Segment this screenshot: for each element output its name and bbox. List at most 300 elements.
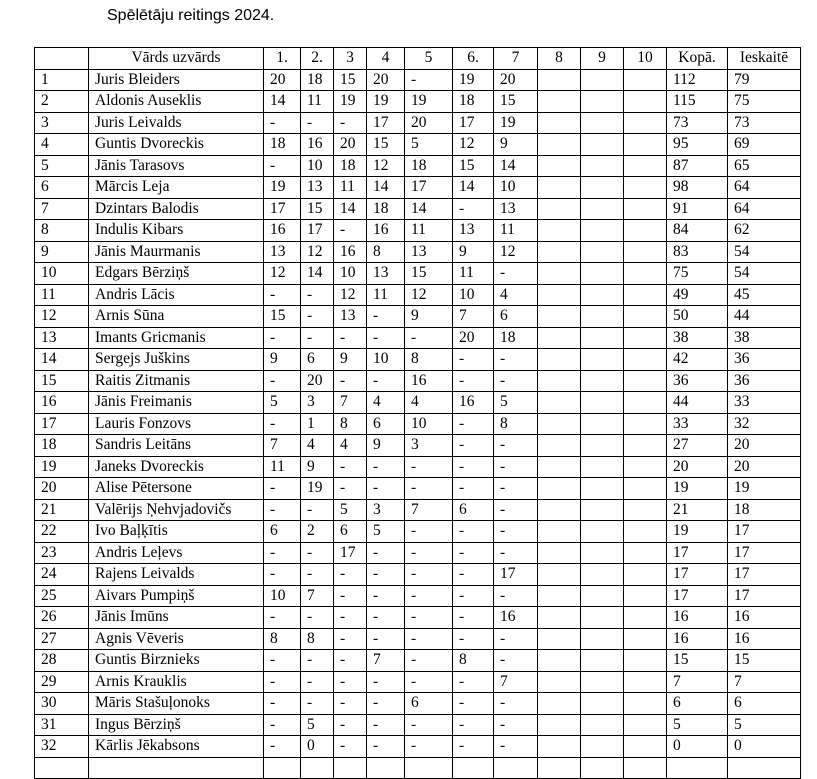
score-cell xyxy=(581,370,624,392)
score-cell xyxy=(538,499,581,521)
score-cell: 5 xyxy=(728,714,801,736)
score-cell: - xyxy=(301,564,334,586)
score-cell: 10 xyxy=(494,177,538,199)
score-cell xyxy=(405,757,453,779)
player-name-cell: Guntis Birznieks xyxy=(89,650,264,672)
score-cell: - xyxy=(264,607,301,629)
score-cell: 7 xyxy=(453,306,494,328)
score-cell: 4 xyxy=(367,392,405,414)
rank-cell: 26 xyxy=(35,607,89,629)
score-cell: 18 xyxy=(405,155,453,177)
score-cell: - xyxy=(301,607,334,629)
score-cell: - xyxy=(367,327,405,349)
score-cell xyxy=(334,757,367,779)
score-cell: - xyxy=(334,112,367,134)
score-cell: 18 xyxy=(301,69,334,91)
score-cell: 7 xyxy=(367,650,405,672)
table-row xyxy=(35,91,801,113)
table-row xyxy=(35,327,801,349)
score-cell: - xyxy=(264,478,301,500)
score-cell: - xyxy=(494,628,538,650)
score-cell xyxy=(624,134,667,156)
score-cell: 14 xyxy=(264,91,301,113)
score-cell: 3 xyxy=(367,499,405,521)
player-name-cell: Raitis Zitmanis xyxy=(89,370,264,392)
table-row xyxy=(35,757,801,779)
score-cell xyxy=(581,69,624,91)
score-cell: 27 xyxy=(667,435,728,457)
score-cell: - xyxy=(405,69,453,91)
score-cell xyxy=(624,413,667,435)
score-cell: - xyxy=(453,435,494,457)
score-cell xyxy=(538,757,581,779)
score-cell: 75 xyxy=(728,91,801,113)
score-cell: 17 xyxy=(667,564,728,586)
score-cell xyxy=(538,327,581,349)
score-cell: 20 xyxy=(728,435,801,457)
score-cell xyxy=(538,392,581,414)
score-cell: 42 xyxy=(667,349,728,371)
score-cell xyxy=(538,241,581,263)
rank-cell: 19 xyxy=(35,456,89,478)
rank-cell: 32 xyxy=(35,736,89,758)
column-header: 1. xyxy=(264,48,301,70)
score-cell: 87 xyxy=(667,155,728,177)
score-cell: 11 xyxy=(334,177,367,199)
score-cell: 7 xyxy=(494,671,538,693)
score-cell xyxy=(494,757,538,779)
score-cell xyxy=(624,284,667,306)
score-cell: 13 xyxy=(367,263,405,285)
score-cell: 14 xyxy=(453,177,494,199)
score-cell: 9 xyxy=(405,306,453,328)
score-cell: 15 xyxy=(405,263,453,285)
score-cell xyxy=(581,284,624,306)
score-cell: 16 xyxy=(453,392,494,414)
score-cell: 19 xyxy=(367,91,405,113)
score-cell xyxy=(538,69,581,91)
score-cell xyxy=(624,757,667,779)
score-cell: 64 xyxy=(728,177,801,199)
score-cell xyxy=(581,91,624,113)
score-cell: 11 xyxy=(453,263,494,285)
score-cell: - xyxy=(264,284,301,306)
score-cell: 15 xyxy=(667,650,728,672)
score-cell: - xyxy=(301,306,334,328)
score-cell xyxy=(538,456,581,478)
score-cell xyxy=(581,134,624,156)
rank-cell: 27 xyxy=(35,628,89,650)
player-name-cell: Rajens Leivalds xyxy=(89,564,264,586)
rank-cell: 25 xyxy=(35,585,89,607)
score-cell: - xyxy=(405,564,453,586)
score-cell: 91 xyxy=(667,198,728,220)
page-title: Spēlētāju reitings 2024. xyxy=(107,7,275,24)
score-cell xyxy=(581,607,624,629)
score-cell: 14 xyxy=(301,263,334,285)
score-cell: 20 xyxy=(494,69,538,91)
score-cell: 20 xyxy=(405,112,453,134)
rank-cell: 7 xyxy=(35,198,89,220)
rank-cell: 21 xyxy=(35,499,89,521)
score-cell: 19 xyxy=(301,478,334,500)
score-cell: - xyxy=(334,327,367,349)
score-cell: 36 xyxy=(728,370,801,392)
score-cell: 15 xyxy=(494,91,538,113)
score-cell: - xyxy=(264,564,301,586)
column-header: 7 xyxy=(494,48,538,70)
score-cell: 7 xyxy=(334,392,367,414)
score-cell: 7 xyxy=(728,671,801,693)
score-cell: - xyxy=(264,499,301,521)
score-cell: 112 xyxy=(667,69,728,91)
table-row xyxy=(35,435,801,457)
score-cell xyxy=(538,585,581,607)
score-cell: - xyxy=(367,671,405,693)
score-cell xyxy=(581,327,624,349)
score-cell: - xyxy=(301,284,334,306)
score-cell xyxy=(624,112,667,134)
score-cell: 8 xyxy=(453,650,494,672)
score-cell xyxy=(581,263,624,285)
score-cell xyxy=(538,198,581,220)
score-cell: - xyxy=(264,693,301,715)
score-cell: 6 xyxy=(301,349,334,371)
player-name-cell: Sandris Leitāns xyxy=(89,435,264,457)
player-name-cell: Jānis Freimanis xyxy=(89,392,264,414)
score-cell: 17 xyxy=(728,585,801,607)
table-row xyxy=(35,155,801,177)
rank-cell: 24 xyxy=(35,564,89,586)
score-cell xyxy=(581,542,624,564)
score-cell: - xyxy=(405,585,453,607)
score-cell: 19 xyxy=(667,478,728,500)
score-cell xyxy=(581,757,624,779)
score-cell: - xyxy=(334,736,367,758)
rank-cell: 14 xyxy=(35,349,89,371)
player-name-cell: Dzintars Balodis xyxy=(89,198,264,220)
player-name-cell: Jānis Imūns xyxy=(89,607,264,629)
score-cell xyxy=(538,607,581,629)
score-cell: 3 xyxy=(301,392,334,414)
score-cell: 16 xyxy=(494,607,538,629)
table-row xyxy=(35,542,801,564)
score-cell xyxy=(538,628,581,650)
score-cell xyxy=(624,370,667,392)
score-cell: 6 xyxy=(728,693,801,715)
score-cell xyxy=(581,478,624,500)
column-header: Kopā. xyxy=(667,48,728,70)
score-cell: 13 xyxy=(453,220,494,242)
score-cell: 12 xyxy=(367,155,405,177)
score-cell xyxy=(624,155,667,177)
table-row xyxy=(35,736,801,758)
score-cell: - xyxy=(301,542,334,564)
score-cell: 5 xyxy=(264,392,301,414)
score-cell: 36 xyxy=(728,349,801,371)
score-cell: - xyxy=(334,628,367,650)
score-cell: 7 xyxy=(301,585,334,607)
score-cell: 95 xyxy=(667,134,728,156)
score-cell: 15 xyxy=(334,69,367,91)
score-cell: 73 xyxy=(667,112,728,134)
score-cell: - xyxy=(405,456,453,478)
score-cell: 15 xyxy=(728,650,801,672)
score-cell xyxy=(624,306,667,328)
column-header xyxy=(35,48,89,70)
score-cell: 4 xyxy=(494,284,538,306)
score-cell: 84 xyxy=(667,220,728,242)
score-cell: - xyxy=(494,478,538,500)
score-cell: - xyxy=(453,607,494,629)
player-name-cell: Juris Leivalds xyxy=(89,112,264,134)
score-cell: 17 xyxy=(728,521,801,543)
score-cell: - xyxy=(453,198,494,220)
score-cell: - xyxy=(405,542,453,564)
score-cell: 6 xyxy=(264,521,301,543)
score-cell: - xyxy=(301,327,334,349)
rank-cell: 15 xyxy=(35,370,89,392)
score-cell xyxy=(581,198,624,220)
score-cell xyxy=(538,177,581,199)
score-cell xyxy=(538,263,581,285)
score-cell: 12 xyxy=(301,241,334,263)
score-cell: 12 xyxy=(334,284,367,306)
score-cell: 5 xyxy=(334,499,367,521)
table-row xyxy=(35,607,801,629)
score-cell: 9 xyxy=(494,134,538,156)
score-cell xyxy=(624,650,667,672)
score-cell: 16 xyxy=(334,241,367,263)
score-cell: 14 xyxy=(405,198,453,220)
score-cell xyxy=(624,198,667,220)
score-cell xyxy=(624,177,667,199)
score-cell xyxy=(538,413,581,435)
score-cell: 7 xyxy=(264,435,301,457)
score-cell: 17 xyxy=(494,564,538,586)
score-cell: - xyxy=(494,714,538,736)
score-cell: 17 xyxy=(667,542,728,564)
score-cell xyxy=(624,607,667,629)
score-cell xyxy=(581,693,624,715)
score-cell: 62 xyxy=(728,220,801,242)
table-row xyxy=(35,499,801,521)
score-cell: 13 xyxy=(264,241,301,263)
score-cell: 19 xyxy=(494,112,538,134)
score-cell: 65 xyxy=(728,155,801,177)
score-cell xyxy=(538,521,581,543)
score-cell xyxy=(538,112,581,134)
ratings-table xyxy=(34,47,801,779)
score-cell: 32 xyxy=(728,413,801,435)
score-cell: - xyxy=(494,585,538,607)
player-name-cell: Valērijs Ņehvjadovičs xyxy=(89,499,264,521)
score-cell: - xyxy=(494,263,538,285)
score-cell xyxy=(581,413,624,435)
score-cell: 4 xyxy=(405,392,453,414)
score-cell: - xyxy=(264,112,301,134)
player-name-cell: Kārlis Jēkabsons xyxy=(89,736,264,758)
rank-cell: 28 xyxy=(35,650,89,672)
score-cell: - xyxy=(334,478,367,500)
score-cell: 11 xyxy=(301,91,334,113)
score-cell xyxy=(581,392,624,414)
score-cell: 18 xyxy=(453,91,494,113)
player-name-cell: Mārcis Leja xyxy=(89,177,264,199)
player-name-cell: Juris Bleiders xyxy=(89,69,264,91)
score-cell: - xyxy=(494,499,538,521)
score-cell xyxy=(624,263,667,285)
table-row xyxy=(35,564,801,586)
score-cell: - xyxy=(453,413,494,435)
score-cell xyxy=(728,757,801,779)
score-cell: 6 xyxy=(667,693,728,715)
score-cell xyxy=(538,650,581,672)
score-cell: 18 xyxy=(728,499,801,521)
score-cell xyxy=(581,671,624,693)
score-cell: - xyxy=(405,607,453,629)
score-cell: 17 xyxy=(264,198,301,220)
player-name-cell: Ingus Bērziņš xyxy=(89,714,264,736)
score-cell xyxy=(538,349,581,371)
score-cell: - xyxy=(334,607,367,629)
score-cell: 38 xyxy=(728,327,801,349)
score-cell xyxy=(581,177,624,199)
table-row xyxy=(35,284,801,306)
score-cell xyxy=(538,714,581,736)
rank-cell: 29 xyxy=(35,671,89,693)
score-cell: - xyxy=(494,435,538,457)
score-cell: - xyxy=(367,714,405,736)
score-cell xyxy=(667,757,728,779)
score-cell: 20 xyxy=(728,456,801,478)
score-cell: - xyxy=(453,714,494,736)
score-cell: - xyxy=(264,736,301,758)
column-header: 2. xyxy=(301,48,334,70)
player-name-cell: Aldonis Auseklis xyxy=(89,91,264,113)
column-header: Vārds uzvārds xyxy=(89,48,264,70)
score-cell: 14 xyxy=(494,155,538,177)
table-row xyxy=(35,306,801,328)
score-cell xyxy=(264,757,301,779)
score-cell: 13 xyxy=(334,306,367,328)
score-cell: - xyxy=(334,370,367,392)
score-cell: 11 xyxy=(405,220,453,242)
score-cell xyxy=(581,585,624,607)
score-cell: - xyxy=(367,736,405,758)
score-cell xyxy=(581,650,624,672)
table-row xyxy=(35,650,801,672)
rank-cell: 1 xyxy=(35,69,89,91)
table-row xyxy=(35,521,801,543)
table-row xyxy=(35,349,801,371)
rank-cell: 31 xyxy=(35,714,89,736)
player-name-cell: Andris Lācis xyxy=(89,284,264,306)
score-cell xyxy=(624,542,667,564)
score-cell: - xyxy=(264,650,301,672)
score-cell: 38 xyxy=(667,327,728,349)
table-row xyxy=(35,241,801,263)
score-cell: 16 xyxy=(405,370,453,392)
rank-cell: 16 xyxy=(35,392,89,414)
player-name-cell: Guntis Dvoreckis xyxy=(89,134,264,156)
score-cell: 19 xyxy=(405,91,453,113)
score-cell: 8 xyxy=(334,413,367,435)
score-cell: 49 xyxy=(667,284,728,306)
score-cell xyxy=(624,693,667,715)
score-cell xyxy=(581,521,624,543)
score-cell: - xyxy=(494,370,538,392)
score-cell: - xyxy=(334,693,367,715)
rank-cell: 5 xyxy=(35,155,89,177)
score-cell: - xyxy=(494,542,538,564)
rank-cell: 6 xyxy=(35,177,89,199)
score-cell: - xyxy=(405,714,453,736)
score-cell: - xyxy=(264,671,301,693)
score-cell: 75 xyxy=(667,263,728,285)
score-cell: 5 xyxy=(494,392,538,414)
score-cell: - xyxy=(367,306,405,328)
score-cell: 10 xyxy=(405,413,453,435)
score-cell: 6 xyxy=(494,306,538,328)
score-cell: - xyxy=(453,564,494,586)
score-cell: 16 xyxy=(728,628,801,650)
table-row xyxy=(35,478,801,500)
score-cell: - xyxy=(367,542,405,564)
score-cell: - xyxy=(264,370,301,392)
score-cell xyxy=(538,370,581,392)
score-cell: - xyxy=(453,370,494,392)
score-cell xyxy=(538,671,581,693)
score-cell: 17 xyxy=(367,112,405,134)
score-cell: 20 xyxy=(264,69,301,91)
player-name-cell: Lauris Fonzovs xyxy=(89,413,264,435)
score-cell: 12 xyxy=(453,134,494,156)
score-cell: 83 xyxy=(667,241,728,263)
player-name-cell: Aivars Pumpiņš xyxy=(89,585,264,607)
column-header: 3 xyxy=(334,48,367,70)
score-cell: 12 xyxy=(264,263,301,285)
table-row xyxy=(35,392,801,414)
score-cell: 0 xyxy=(301,736,334,758)
table-row xyxy=(35,628,801,650)
score-cell: 15 xyxy=(264,306,301,328)
score-cell: 4 xyxy=(301,435,334,457)
score-cell: 15 xyxy=(367,134,405,156)
score-cell: 9 xyxy=(334,349,367,371)
score-cell: 9 xyxy=(453,241,494,263)
score-cell: - xyxy=(367,370,405,392)
score-cell: 13 xyxy=(405,241,453,263)
score-cell: - xyxy=(453,628,494,650)
score-cell: 7 xyxy=(405,499,453,521)
score-cell: - xyxy=(334,564,367,586)
score-cell: - xyxy=(494,521,538,543)
score-cell xyxy=(624,564,667,586)
score-cell xyxy=(624,327,667,349)
score-cell: - xyxy=(494,693,538,715)
score-cell: 11 xyxy=(494,220,538,242)
column-header: Ieskaitē xyxy=(728,48,801,70)
player-name-cell xyxy=(89,757,264,779)
score-cell: 4 xyxy=(334,435,367,457)
score-cell: 1 xyxy=(301,413,334,435)
player-name-cell: Ivo Baļķītis xyxy=(89,521,264,543)
score-cell: 10 xyxy=(367,349,405,371)
player-name-cell: Alise Pētersone xyxy=(89,478,264,500)
score-cell: - xyxy=(367,628,405,650)
score-cell xyxy=(624,671,667,693)
